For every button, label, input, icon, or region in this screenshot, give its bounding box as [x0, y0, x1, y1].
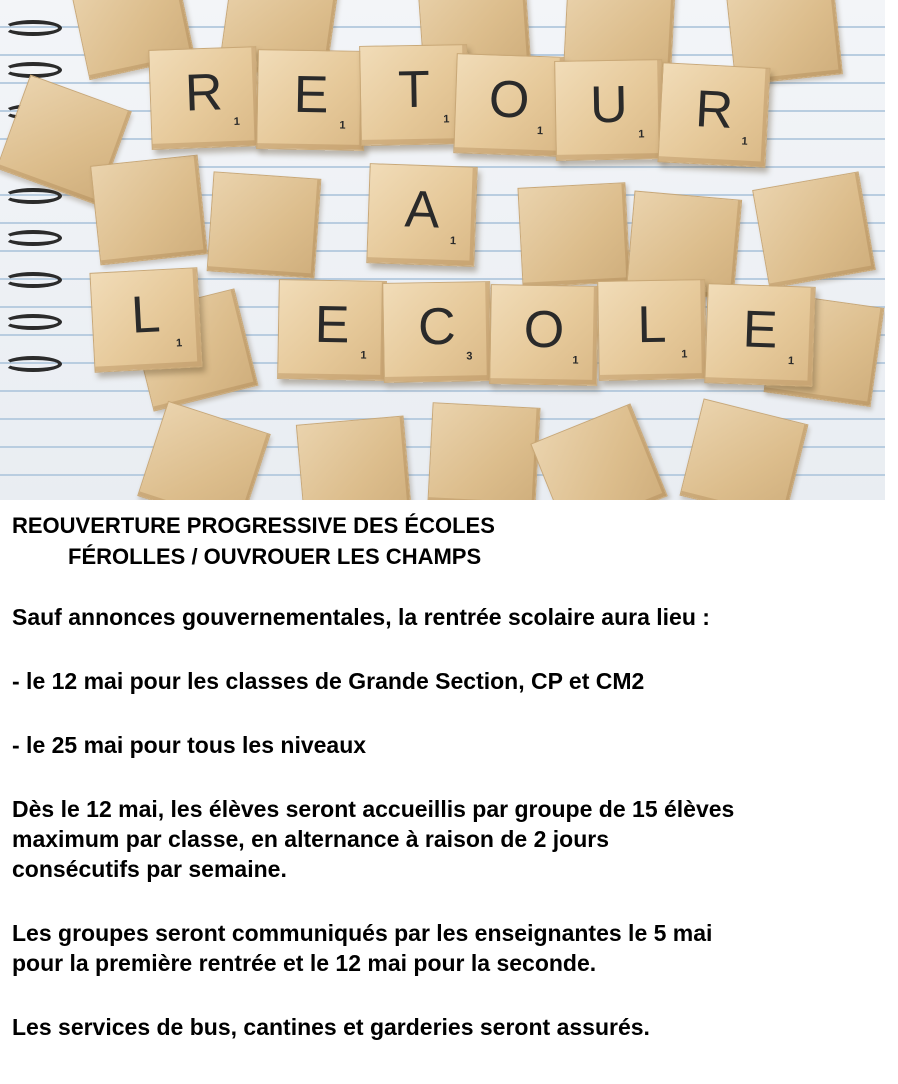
paragraph-3: Les services de bus, cantines et garderies seront assurés.	[12, 1014, 650, 1040]
tile-letter: R	[184, 63, 224, 123]
blank-tile	[427, 402, 540, 500]
tile-letter: A	[403, 180, 441, 240]
blank-tile	[680, 398, 809, 500]
tile-letter: U	[589, 75, 629, 135]
letter-tile	[256, 49, 366, 151]
tile-letter: O	[487, 70, 531, 130]
letter-tile	[453, 53, 564, 157]
tile-points: 1	[360, 349, 367, 362]
letter-tile	[359, 44, 469, 146]
paragraph-1-line-2: maximum par classe, en alternance à raison de 2 jours	[12, 826, 609, 852]
tile-points: 1	[741, 135, 748, 148]
tile-points: 1	[443, 113, 450, 126]
tile-points: 1	[233, 115, 241, 128]
tile-letter: C	[417, 297, 457, 357]
blank-tile	[517, 182, 630, 288]
paragraph-2-line-2: pour la première rentrée et le 12 mai pour la seconde.	[12, 950, 597, 976]
title-line-2: FÉROLLES / OUVROUER LES CHAMPS	[68, 544, 482, 569]
tile-letter: E	[741, 300, 779, 360]
blank-tile	[752, 171, 876, 288]
paragraph-2-line-1: Les groupes seront communiqués par les enseignantes le 5 mai	[12, 920, 713, 946]
tile-points: 1	[638, 128, 645, 141]
date-item-2: - le 25 mai pour tous les niveaux	[12, 732, 367, 758]
tile-letter: R	[693, 80, 735, 140]
blank-tile	[137, 401, 271, 500]
tile-letter: E	[293, 65, 329, 125]
tile-points: 1	[339, 119, 346, 132]
announcement-text	[12, 510, 888, 1042]
hero-image-scrabble-tiles	[0, 0, 885, 500]
tile-points: 1	[175, 337, 183, 350]
tile-letter: L	[636, 295, 667, 355]
tile-points: 1	[449, 234, 457, 248]
tile-letter: L	[129, 285, 162, 345]
notebook-spiral	[0, 0, 70, 500]
blank-tile	[90, 155, 208, 266]
letter-tile	[657, 62, 770, 168]
letter-tile	[489, 284, 599, 386]
tile-letter: T	[397, 60, 431, 120]
letter-tile	[277, 279, 387, 381]
letter-tile	[366, 163, 477, 267]
paragraph-1-line-1: Dès le 12 mai, les élèves seront accueillis par groupe de 15 élèves	[12, 796, 735, 822]
letter-tile	[148, 46, 259, 150]
blank-tile	[207, 171, 322, 278]
letter-tile	[704, 283, 815, 387]
blank-tile	[296, 415, 412, 500]
letter-tile	[554, 59, 664, 161]
tile-points: 3	[466, 350, 473, 363]
tile-points: 1	[572, 354, 579, 367]
intro-text: Sauf annonces gouvernementales, la rentrée scolaire aura lieu :	[12, 604, 710, 630]
tile-points: 1	[681, 348, 688, 361]
blank-tile	[530, 403, 668, 500]
tile-letter: E	[314, 295, 350, 355]
title-line-1: REOUVERTURE PROGRESSIVE DES ÉCOLES	[12, 513, 495, 538]
tile-letter: O	[523, 300, 565, 360]
letter-tile	[382, 281, 492, 383]
letter-tile	[89, 267, 202, 373]
tile-points: 1	[536, 124, 544, 138]
letter-tile	[597, 279, 707, 381]
date-item-1: - le 12 mai pour les classes de Grande Section, CP et CM2	[12, 668, 645, 694]
tile-points: 1	[787, 354, 795, 368]
paragraph-1-line-3: consécutifs par semaine.	[12, 856, 287, 882]
